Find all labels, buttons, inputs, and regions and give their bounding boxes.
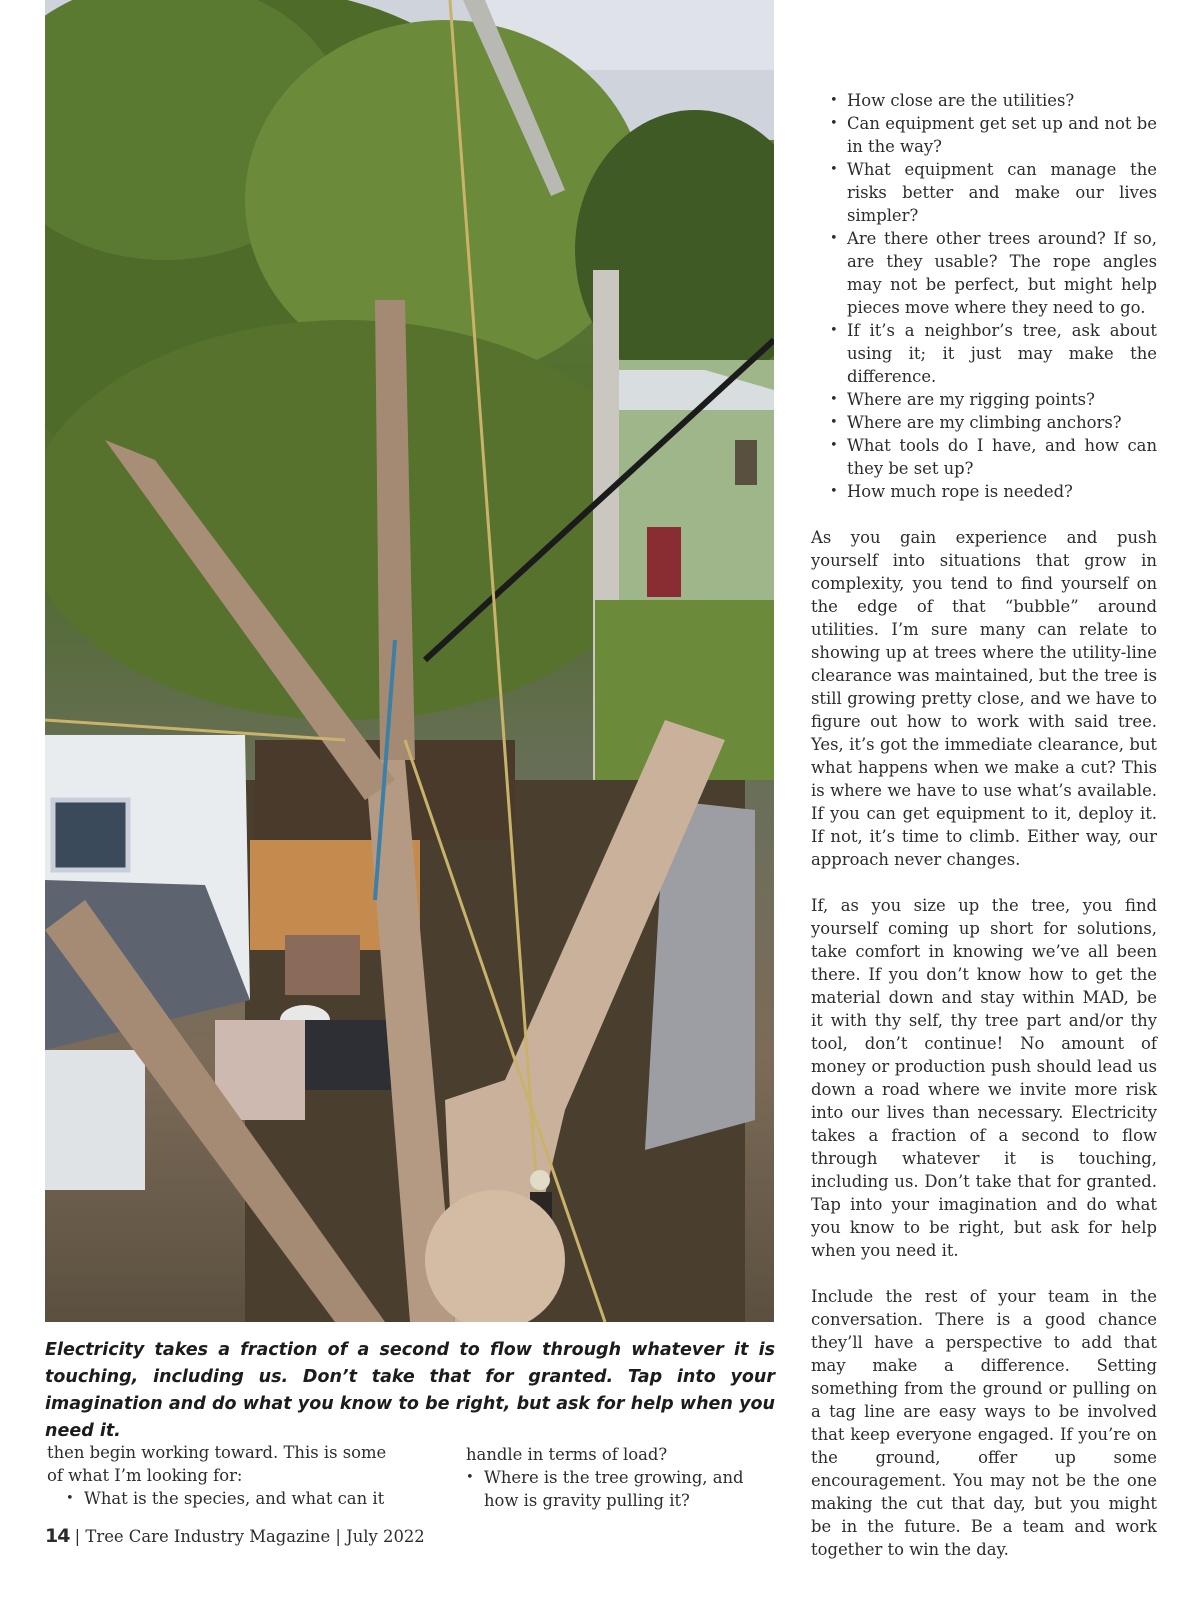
- question-list-left: [47, 1487, 392, 1510]
- question-list-middle: [447, 1466, 777, 1512]
- list-item: • Where is the tree growing, and how is gravity pulling it?: [447, 1466, 777, 1512]
- page-footer: [45, 1525, 425, 1547]
- list-item: • How much rope is needed?: [811, 480, 1157, 503]
- issue-date: July 2022: [346, 1527, 425, 1546]
- question-list-right: [811, 89, 1157, 503]
- list-item: • What is the species, and what can it: [47, 1487, 392, 1510]
- body-column-left: [47, 1441, 392, 1510]
- list-item: • Where are my rigging points?: [811, 388, 1157, 411]
- list-item-continuation: handle in terms of load?: [466, 1445, 668, 1464]
- list-item: • Where are my climbing anchors?: [811, 411, 1157, 434]
- list-item: • If it’s a neighbor’s tree, ask about using it; it just may make the difference.: [811, 319, 1157, 388]
- body-column-middle: [447, 1443, 777, 1512]
- body-column-right: [811, 89, 1157, 1561]
- publication-name: Tree Care Industry Magazine: [85, 1527, 331, 1546]
- body-paragraph: Include the rest of your team in the conversation. There is a good chance they’ll have a perspective to add that may make a difference. Setting something from the ground or pulling on a tag line are easy ways to be involved that keep everyone engaged. If you’re on the ground, offer up some encouragement. You may not be the one making the cut that day, but you might be in the future. Be a team and work together to win the day.: [811, 1287, 1157, 1559]
- list-item: • What tools do I have, and how can they be set up?: [811, 434, 1157, 480]
- footer-separator: |: [74, 1527, 81, 1546]
- list-item: • How close are the utilities?: [811, 89, 1157, 112]
- body-paragraph: If, as you size up the tree, you find yourself coming up short for solutions, take comfort in knowing we’ve all been there. If you don’t know how to get the material down and stay within MAD, be it with thy self, thy tree part and/or thy tool, don’t continue! No amount of money or production push should lead us down a road where we invite more risk into our lives than necessary. Electricity takes a fraction of a second to flow through whatever it is touching, including us. Don’t take that for granted. Tap into your imagination and do what you know to be right, but ask for help when you need it.: [811, 896, 1157, 1260]
- tree-removal-photo-illustration: [45, 0, 774, 1322]
- body-paragraph: As you gain experience and push yourself into situations that grow in complexity, you tend to find yourself on the edge of that “bubble” around utilities. I’m sure many can relate to showing up at trees where the utility-line clearance was maintained, but the tree is still growing pretty close, and we have to figure out how to work with said tree. Yes, it’s got the immediate clearance, but what happens when we make a cut? This is where we have to use what’s available. If you can get equipment to it, deploy it. If not, it’s time to climb. Either way, our approach never changes.: [811, 528, 1157, 869]
- photo-caption: Electricity takes a fraction of a second to flow through whatever it is touching, including us. Don’t take that for granted. Tap into your imagination and do what you know to be right, but ask for help when you need it.: [45, 1340, 775, 1441]
- intro-paragraph: then begin working toward. This is some of what I’m looking for:: [47, 1443, 387, 1485]
- footer-separator: |: [335, 1527, 341, 1546]
- list-item: • Can equipment get set up and not be in the way?: [811, 112, 1157, 158]
- list-item: • What equipment can manage the risks better and make our lives simpler?: [811, 158, 1157, 227]
- list-item: • Are there other trees around? If so, are they usable? The rope angles may not be perfect, but might help pieces move where they need to go.: [811, 227, 1157, 319]
- page-number: 14: [45, 1525, 70, 1547]
- article-photo: [45, 0, 774, 1322]
